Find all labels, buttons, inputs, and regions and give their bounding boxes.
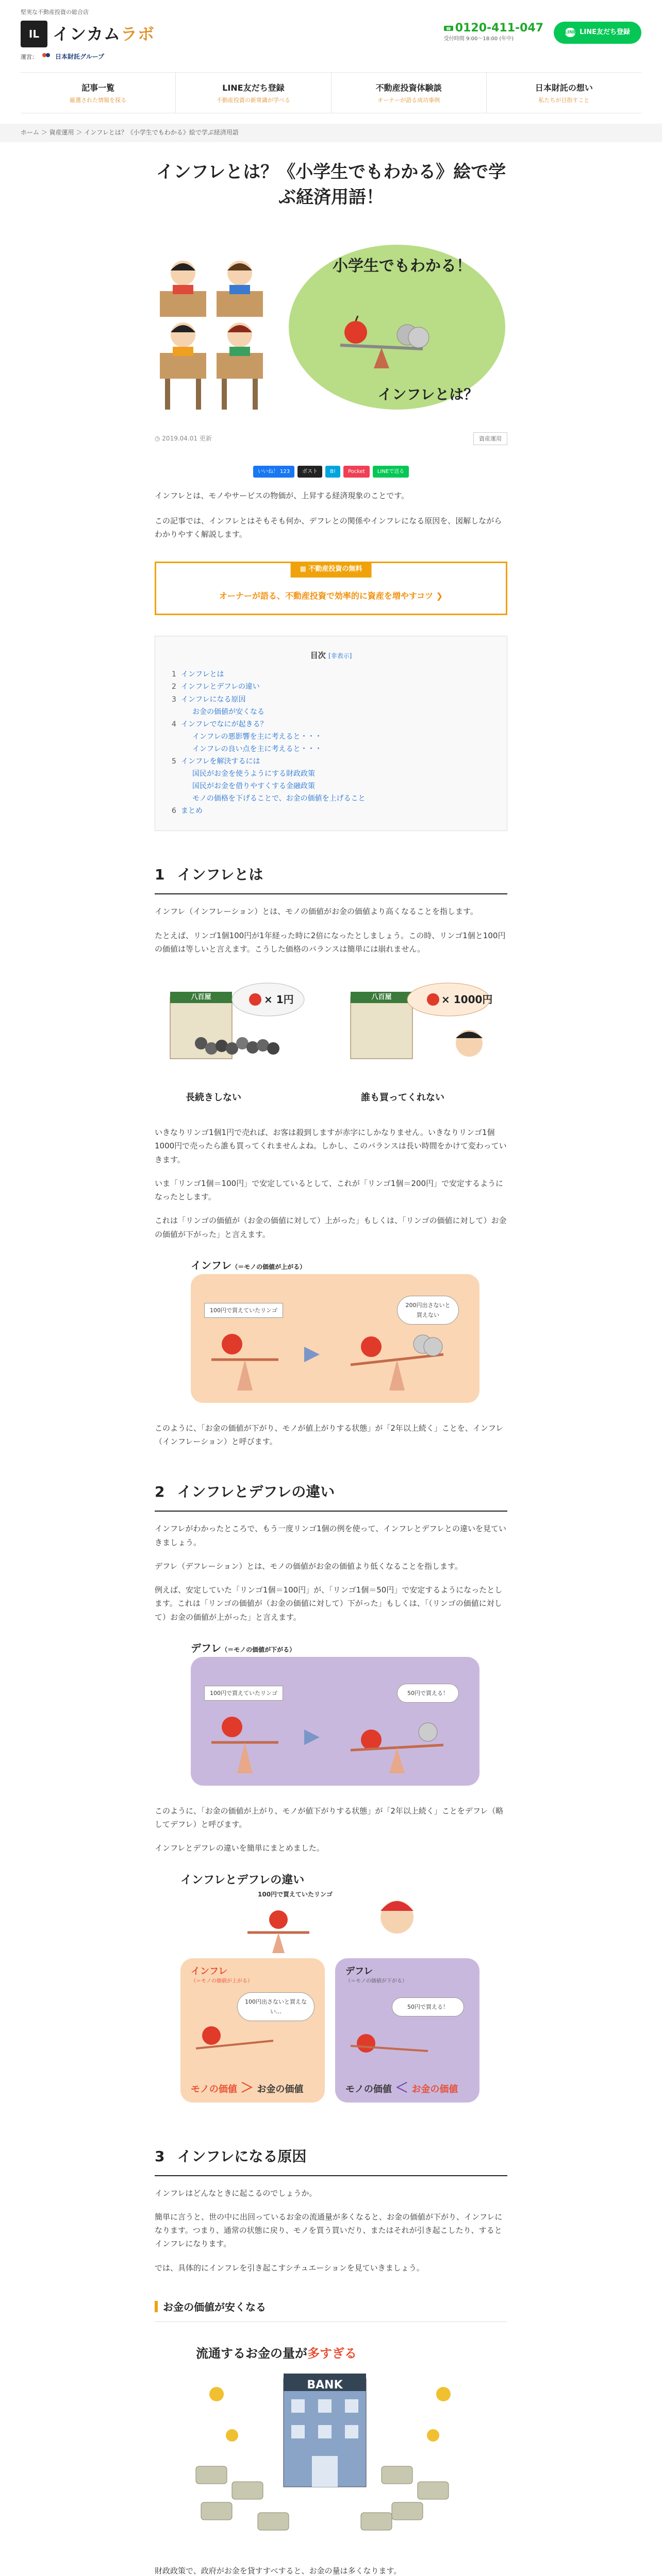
students-illustration (160, 261, 263, 410)
intro-paragraph: インフレとは、モノやサービスの物価が、上昇する経済現象のことです。 (155, 491, 409, 501)
paragraph: たとえば、リンゴ1個100円が1年経った時に2倍になったとしましょう。この時、リンゴ1個と100円の価値は等しいと言えます。こうした価格のバランスは簡単には崩れません。 (155, 930, 506, 954)
figure-bubble: 200円出さないと買えない (397, 1296, 459, 1325)
article-meta (155, 432, 507, 445)
tel-block[interactable] (444, 22, 543, 44)
figure-title: インフレ（＝モノの価値が上がる） (191, 1259, 306, 1272)
infl-bottom: モノの価値 ＞ お金の価値 (191, 2080, 304, 2096)
figure-bubble: 50円で買える！ (397, 1684, 459, 1703)
toc-item[interactable]: 4 インフレでなにが起きる？ (172, 720, 268, 728)
paragraph: では、具体的にインフレを引き起こすシチュエーションを見ていきましょう。 (155, 2263, 424, 2273)
section-heading: 3 インフレになる原因 (155, 2144, 507, 2176)
nav-item-line[interactable]: LINE友だち登録 不動産投資の新常識が学べる (176, 73, 331, 113)
hero-main-text: インフレとは？ (377, 385, 478, 403)
toc-subitem[interactable]: お金の価値が安くなる (192, 707, 264, 716)
label-left: 長続きしない (186, 1092, 241, 1104)
figure-infl-vs-defl (155, 1871, 507, 2113)
section-heading: 2 インフレとデフレの違い (155, 1479, 507, 1512)
paragraph: デフレ（デフレーション）とは、モノの価値がお金の価値より低くなることを指します。 (155, 1561, 462, 1571)
nav-item-about[interactable]: 日本財託の想い 私たちが目指すこと (535, 83, 593, 104)
infl-bubble: 100円出さないと買えない… (237, 1992, 315, 2022)
toc-title: 目次 [非表示] (310, 651, 352, 660)
intro-paragraph: この記事では、インフレとはそもそも何か、デフレとの関係やインフレになる原因を、図解しながらわかりやすく解説します。 (155, 516, 502, 539)
hero-image (155, 229, 507, 419)
breadcrumb[interactable]: ホーム ＞ 資産運用 ＞ インフレとは？《小学生でもわかる》絵で学ぶ経済用語 (0, 124, 662, 142)
figure-title: インフレとデフレの違い (180, 1873, 305, 1887)
paragraph: インフレとデフレの違いを簡単にまとめました。 (155, 1843, 324, 1853)
paragraph: インフレ（インフレーション）とは、モノの価値がお金の価値より高くなることを指します。 (155, 907, 478, 917)
subsection-heading: お金の価値が安くなる (155, 2295, 507, 2322)
defl-sublabel: （＝モノの価値が下がる） (345, 1978, 407, 1984)
paragraph: 例えば、安定していた「リンゴ1個＝100円」が、「リンゴ1個＝50円」で安定するようになったとします。これは「リンゴの価値が（お金の価値に対して）下がった」もしくは、「（リンゴの価値に対して）お金の価値が上がった」と言えます。 (155, 1585, 503, 1622)
paragraph: このように、「お金の価値が上がり、モノが値下がりする状態」が「2年以上続く」ことをデフレ（略してデフレ）と呼びます。 (155, 1806, 504, 1829)
logo-text: インカムラボ (53, 24, 155, 44)
toc-list (172, 668, 490, 817)
figure-tag: 100円で買えていたリンゴ (204, 1303, 283, 1318)
header-actions (444, 22, 641, 44)
label-right: 誰も買ってくれない (361, 1092, 444, 1104)
paragraph: インフレはどんなときに起こるのでしょうか。 (155, 2188, 317, 2198)
toc-subitem[interactable]: モノの価格を下げることで、お金の価値を上げること (192, 794, 366, 803)
promo-link[interactable]: オーナーが語る、不動産投資で効率的に資産を増やすコツ ❯ (219, 591, 443, 601)
global-nav (21, 72, 641, 113)
toc-toggle-button[interactable]: [非表示] (328, 652, 352, 660)
toc-item[interactable]: 1 インフレとは (172, 670, 224, 679)
paragraph: インフレがわかったところで、もう一度リンゴ1個の例を使って、インフレとデフレとの違いを見ていきましょう。 (155, 1524, 506, 1547)
operator-logo-icon (42, 52, 51, 62)
phone-icon (444, 25, 453, 32)
paragraph: いきなりリンゴ1個1円で売れば、お客は殺到しますが赤字にしかなりません。いきなりリンゴ1個1000円で売ったら誰も買ってくれませんよね。しかし、このバランスは長い時間をかけて変わっていきます。 (155, 1128, 507, 1164)
nav-item-articles[interactable]: 記事一覧 厳選された情報を探る (21, 73, 176, 113)
page-title: インフレとは？《小学生でもわかる》絵で学ぶ経済用語！ (156, 162, 506, 208)
defl-bottom: モノの価値 ＜ お金の価値 (345, 2080, 458, 2096)
table-of-contents (155, 636, 507, 831)
paragraph: 簡単に言うと、世の中に出回っているお金の流通量が多くなると、お金の価値が下がり、インフレになります。つまり、通常の状態に戻り、モノを買う買いだり、またはそれが引き起こしたり、するとインフレになります。 (155, 2212, 503, 2249)
toc-subitem[interactable]: インフレの悪影響を主に考えると・・・ (192, 732, 322, 741)
site-tagline: 堅実な不動産投資の総合店 (21, 9, 89, 15)
updated-date: ◷ 2019.04.01 更新 (155, 434, 212, 442)
defl-bubble: 50円で買える！ (392, 1997, 464, 2016)
figure-price-balance (155, 971, 507, 1115)
line-register-button[interactable]: LINE LINE友だち登録 (554, 22, 641, 44)
tel-number[interactable]: ☎ 0120-411-047 (444, 22, 543, 35)
figure-deflation (155, 1639, 507, 1794)
promo-box[interactable] (155, 562, 507, 615)
share-x-button[interactable]: ポスト (297, 466, 322, 478)
infl-label: インフレ (191, 1965, 228, 1977)
share-buttons (155, 466, 507, 478)
toc-subitem[interactable]: インフレの良い点を主に考えると・・・ (192, 744, 322, 753)
hero-bubble-text: 小学生でもわかる！ (333, 257, 472, 275)
section-heading: 1 インフレとは (155, 862, 507, 894)
infl-sublabel: （＝モノの価値が上がる） (191, 1978, 253, 1984)
article (155, 155, 507, 2576)
bank-sign: BANK (307, 2378, 343, 2392)
store-sign-right: 八百屋 (371, 993, 392, 1002)
figure-tag: 100円で買えていたリンゴ (204, 1686, 283, 1701)
toc-subitem[interactable]: 国民がお金を使うようにする財政政策 (192, 769, 315, 778)
toc-item[interactable]: 3 インフレになる原因 (172, 695, 246, 704)
building-icon: ▦ (300, 565, 309, 573)
line-icon: LINE (565, 28, 575, 37)
paragraph: いま「リンゴ1個＝100円」で安定しているとして、これが「リンゴ1個＝200円」で安定するようになったとします。 (155, 1178, 504, 1202)
tel-hours: 受付時間 9:00〜18:00 (年中) (443, 36, 514, 42)
figure-inflation (155, 1257, 507, 1411)
intro (155, 489, 507, 541)
share-pocket-button[interactable]: Pocket (343, 466, 370, 478)
promo-tag: ▦ 不動産投資の無料 (291, 562, 372, 578)
toc-item[interactable]: 6 まとめ (172, 807, 203, 816)
figure-headline: 流通するお金の量が多すぎる (196, 2346, 357, 2361)
paragraph: 財政政策で、政府がお金を貸すすべすると、お金の量は多くなります。 (155, 2566, 402, 2575)
defl-label: デフレ (345, 1965, 373, 1977)
paragraph: このように、「お金の価値が下がり、モノが値上がりする状態」が「2年以上続く」ことを、インフレ（インフレーション）と呼びます。 (155, 1423, 504, 1447)
subsection-marker-icon (155, 2301, 158, 2312)
category-badge[interactable]: 資産運用 (473, 432, 507, 445)
logo-mark: IL (21, 21, 47, 47)
price-right: × 1000円 (441, 993, 493, 1006)
nav-item-stories[interactable]: 不動産投資体験談 オーナーが語る成功事例 (332, 73, 487, 113)
clock-icon: ◷ (155, 434, 162, 442)
figure-center-label: 100円で買えていたリンゴ (258, 1890, 333, 1898)
store-sign-left: 八百屋 (191, 993, 211, 1002)
svg-text:☎: ☎ (445, 26, 451, 31)
share-hatena-button[interactable]: B! (325, 466, 340, 478)
toc-item[interactable]: 2 インフレとデフレの違い (172, 683, 260, 691)
site-logo[interactable] (21, 20, 155, 48)
toc-item[interactable]: 5 インフレを解決するには (172, 757, 260, 766)
price-left: × 1円 (264, 993, 294, 1006)
figure-title: デフレ（＝モノの価値が下がる） (191, 1641, 296, 1654)
toc-subitem[interactable]: 国民がお金を借りやすくする金融政策 (192, 782, 315, 791)
paragraph: これは「リンゴの価値が（お金の価値に対して）上がった」もしくは、「リンゴの価値に対して）お金の価値が下がった」と言えます。 (155, 1216, 507, 1239)
share-line-button[interactable]: LINEで送る (373, 466, 409, 478)
share-facebook-button[interactable]: いいね！ 123 (253, 466, 294, 478)
operator-info: 運営： 日本財託グループ (21, 52, 104, 62)
figure-money-supply (155, 2337, 507, 2554)
